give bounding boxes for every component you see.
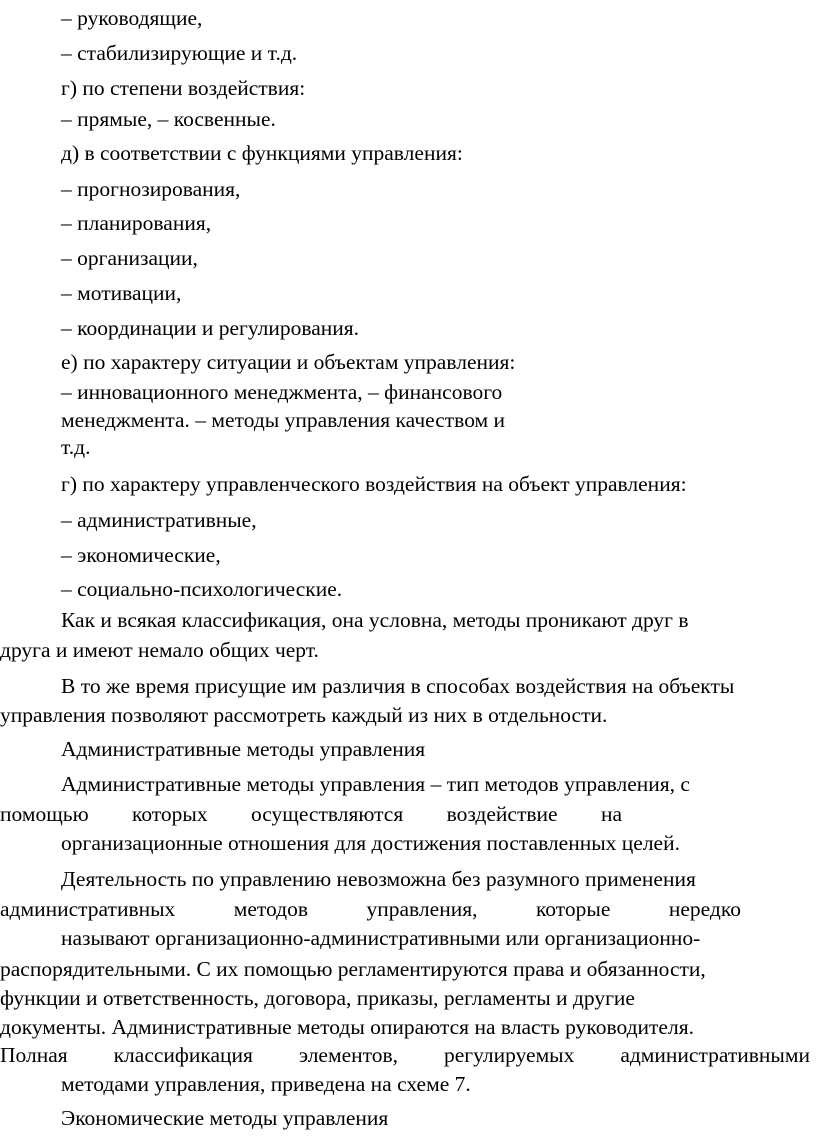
word: осуществляются: [250, 802, 404, 826]
text-line: – координации и регулирования.: [61, 316, 360, 340]
text-line: г) по степени воздействия:: [61, 76, 306, 100]
text-line: – руководящие,: [61, 6, 203, 30]
word: на: [600, 802, 622, 826]
word: управления,: [366, 897, 478, 921]
justified-line: [0, 802, 622, 826]
word: методов: [233, 897, 309, 921]
text-line: называют организационно-административными или организационно-: [61, 926, 701, 950]
word: помощью: [0, 802, 89, 826]
text-line: функции и ответственность, договора, приказы, регламенты и другие: [0, 986, 635, 1010]
section-heading: Административные методы управления: [61, 737, 426, 761]
text-line: распорядительными. С их помощью регламентируются права и обязанности,: [0, 957, 706, 981]
text-line: – инновационного менеджмента, – финансового: [61, 380, 503, 404]
text-line: – организации,: [61, 246, 198, 270]
word: которых: [131, 802, 208, 826]
text-line: – административные,: [61, 508, 257, 532]
text-line: т.д.: [61, 435, 91, 459]
text-line: д) в соответствии с функциями управления:: [61, 141, 463, 165]
text-line: – планирования,: [61, 211, 212, 235]
text-line: Административные методы управления – тип методов управления, с: [61, 772, 690, 796]
text-line: – прогнозирования,: [61, 177, 241, 201]
word: Полная: [0, 1043, 68, 1067]
word: регулируемых: [443, 1043, 575, 1067]
text-line: друга и имеют немало общих черт.: [0, 638, 319, 662]
text-line: документы. Административные методы опираются на власть руководителя.: [0, 1015, 694, 1039]
text-line: – социально-психологические.: [61, 577, 343, 601]
text-line: В то же время присущие им различия в способах воздействия на объекты: [61, 674, 735, 698]
word: воздействие: [446, 802, 558, 826]
text-line: – мотивации,: [61, 281, 182, 305]
text-line: методами управления, приведена на схеме 7.: [61, 1072, 471, 1096]
text-line: – прямые, – косвенные.: [61, 107, 276, 131]
justified-line: [0, 1043, 810, 1067]
justified-line: [0, 897, 741, 921]
text-line: – экономические,: [61, 543, 221, 567]
word: административных: [0, 897, 176, 921]
word: элементов,: [298, 1043, 399, 1067]
text-line: Деятельность по управлению невозможна без разумного применения: [61, 867, 696, 891]
word: административными: [620, 1043, 810, 1067]
section-heading: Экономические методы управления: [61, 1106, 389, 1130]
text-line: управления позволяют рассмотреть каждый из них в отдельности.: [0, 703, 608, 727]
text-line: менеджмента. – методы управления качеством и: [61, 408, 506, 432]
text-line: е) по характеру ситуации и объектам управления:: [61, 350, 516, 374]
text-line: Как и всякая классификация, она условна, методы проникают друг в: [61, 608, 689, 632]
text-line: г) по характеру управленческого воздействия на объект управления:: [61, 472, 687, 496]
word: которые: [535, 897, 611, 921]
text-line: организационные отношения для достижения поставленных целей.: [61, 831, 680, 855]
word: нередко: [668, 897, 741, 921]
text-line: – стабилизирующие и т.д.: [61, 41, 298, 65]
word: классификация: [113, 1043, 253, 1067]
